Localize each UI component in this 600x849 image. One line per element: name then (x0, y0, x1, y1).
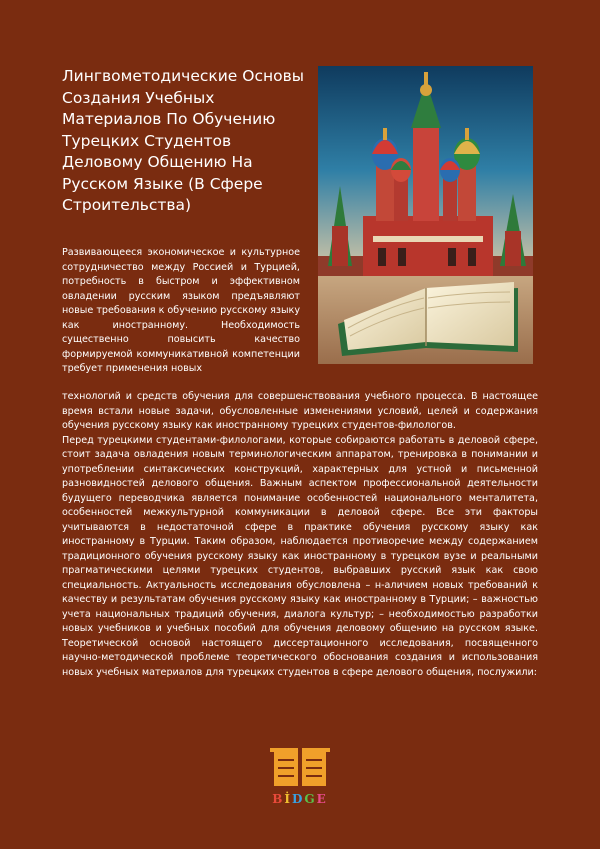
main-text (62, 390, 538, 680)
cover-illustration (318, 66, 533, 364)
paragraph-1-continued: технологий и средств обучения для совершенствования учебного процесса. В настоящее время встали новые задачи, обусловленные изменениями условий, целей и содержания обучения русскому языку как иностранному турецких студентов-филологов. (62, 391, 538, 431)
publisher-logo-text: BİDGE (272, 792, 328, 806)
cathedral-book-image (318, 66, 533, 364)
paragraph-2: Перед турецкими студентами-филологами, которые собираются работать в деловой сфере, стоит задача овладения новым терминологическим аппаратом, тренировка в понимании и употреблении синтаксических конструкций, характерных для устной и письменной разновидностей делового общения. Важным аспектом профессиональной деятельности будущего переводчика является понимание особенностей национального менталитета, особенностей межкультурной коммуникации в деловой сфере. Все эти факторы учитываются в недостаточной сфере в практике обучения русскому языку как иностранному в Турции. Таким образом, наблюдается противоречие между содержанием традиционного обучения русскому языку как иностранному в турецком вузе и реальными прагматическими целями турецких студентов, выбравших русский язык как свою специальность. Актуальность исследования обусловлена – н-аличием новых требований к качеству и результатам обучения русскому языку как иностранному в Турции; – важностью учета национальных традиций обучения, диалога культур; – необходимостью разработки новых учебников и учебных пособий для обучения деловому общению на русском языке. Теоретической основой настоящего диссертационного исследования, посвященного научно-методической проблеме теоретического обоснования создания и использования новых учебных материалов для турецких студентов в сфере делового общения, послужили: (62, 434, 538, 678)
book-title: Лингвометодические Основы Создания Учебных Материалов По Обучению Турецких Студентов Деловому Общению На Русском Языке (В Сфере Строительства) (62, 67, 304, 214)
publisher-logo (268, 746, 332, 808)
open-book-icon (268, 746, 332, 792)
intro-paragraph: Развивающееся экономическое и культурное сотрудничество между Россией и Турцией, потребность в быстром и эффективном овладении русским языком предъявляют новые требования к обучению русскому языку как иностранному. Необходимость существенно повысить качество формируемой коммуникативной компетенции требует применения новых (62, 247, 300, 374)
